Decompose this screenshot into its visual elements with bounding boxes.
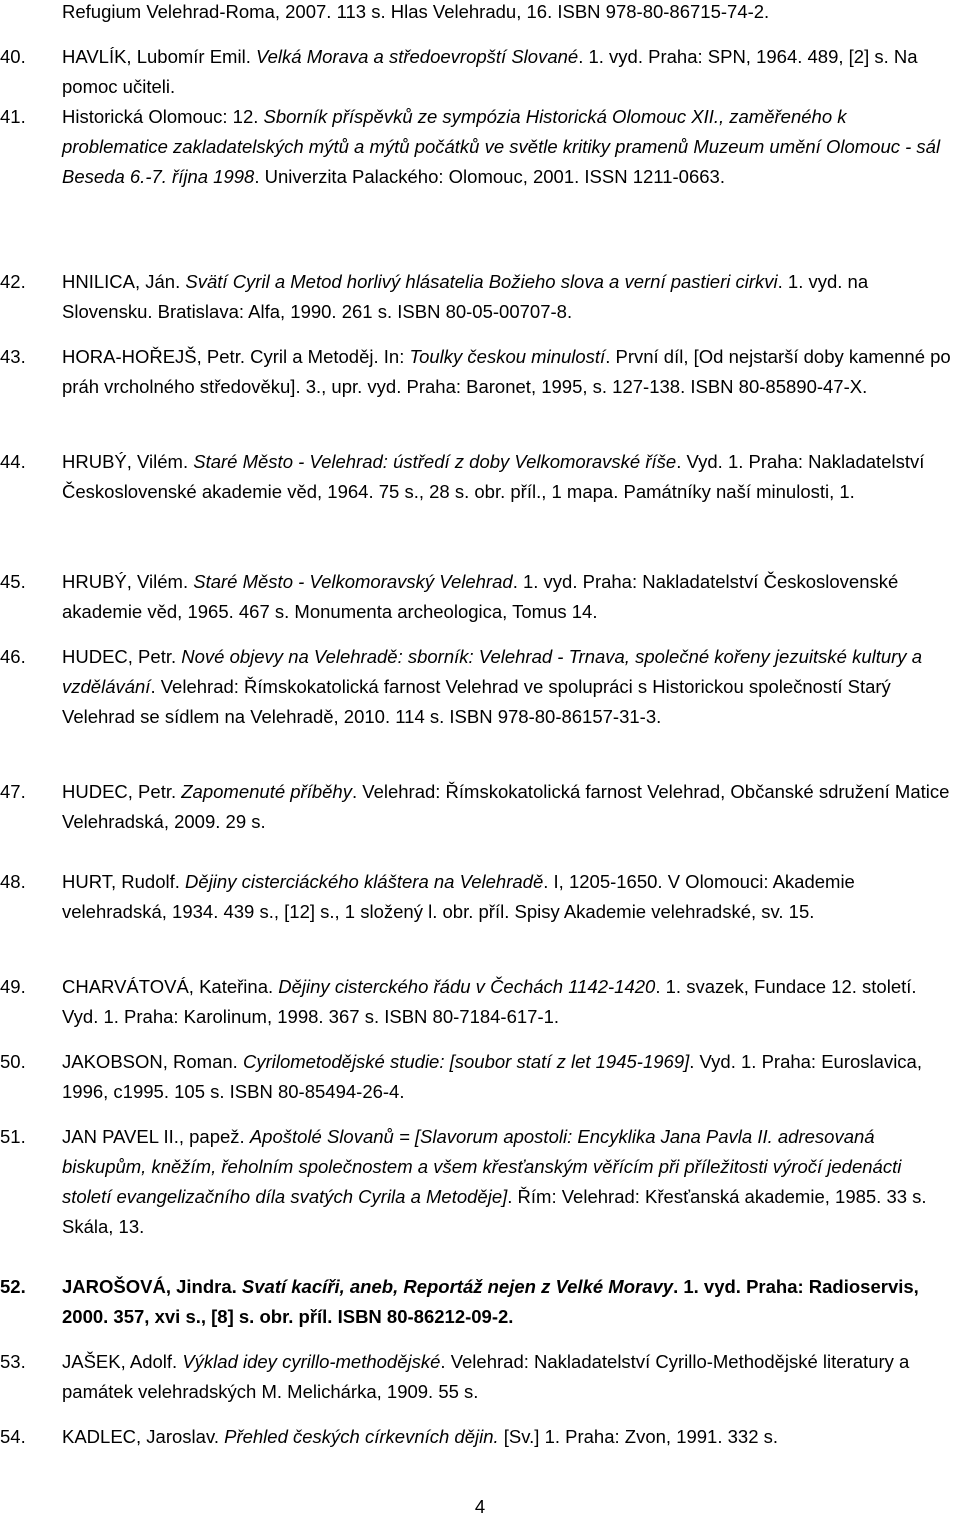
entry-citation	[62, 267, 955, 327]
entry-citation	[62, 777, 955, 837]
page-number: 4	[474, 1496, 486, 1517]
citation-text: Refugium Velehrad-Roma, 2007. 113 s. Hlas Velehradu, 16. ISBN 978-80-86715-74-2.	[62, 1, 770, 22]
citation-text: CHARVÁTOVÁ, Kateřina.	[62, 976, 279, 997]
citation-text: JAŠEK, Adolf.	[62, 1351, 183, 1372]
citation-text: JAKOBSON, Roman.	[62, 1051, 243, 1072]
entry-number: 42.	[0, 271, 26, 292]
entry-citation	[62, 102, 955, 192]
citation-title: Přehled českých církevních dějin.	[224, 1426, 499, 1447]
citation-title: Dějiny cisterciáckého kláštera na Velehradě	[185, 871, 544, 892]
citation-title: Svätí Cyril a Metod horlivý hlásatelia Božieho slova a verní pastieri cirkvi	[185, 271, 778, 292]
citation-text: HURT, Rudolf.	[62, 871, 186, 892]
citation-text: . Velehrad: Římskokatolická farnost Velehrad, Občanské sdružení Matice Velehradská, 2009. 29 s.	[62, 781, 950, 832]
entry-number: 52.	[0, 1276, 26, 1297]
citation-title: Staré Město - Velehrad: ústředí z doby Velkomoravské říše	[193, 451, 677, 472]
citation-text: . 1. vyd. na Slovensku. Bratislava: Alfa, 1990. 261 s. ISBN 80-05-00707-8.	[62, 271, 869, 322]
citation-text: HORA-HOŘEJŠ, Petr. Cyril a Metoděj. In:	[62, 346, 410, 367]
citation-text: . První díl, [Od nejstarší doby kamenné po práh vrcholného středověku]. 3., upr. vyd. Praha: Baronet, 1995, s. 127-138. ISBN 80-85890-47-X.	[62, 346, 951, 397]
citation-text: . 1. vyd. Praha: SPN, 1964. 489, [2] s. Na pomoc učiteli.	[62, 46, 918, 97]
entry-number: 54.	[0, 1426, 26, 1447]
citation-text: . 1. vyd. Praha: Nakladatelství Československé akademie věd, 1965. 467 s. Monumenta archeologica, Tomus 14.	[62, 571, 899, 622]
citation-title: Cyrilometodějské studie: [soubor statí z let 1945-1969]	[242, 1051, 690, 1072]
entry-number: 45.	[0, 571, 26, 592]
citation-text: HUDEC, Petr.	[62, 781, 182, 802]
citation-title: Dějiny cisterckého řádu v Čechách 1142-1420	[278, 976, 656, 997]
citation-text: HRUBÝ, Vilém.	[62, 451, 194, 472]
entry-number: 47.	[0, 781, 26, 802]
entry-citation	[62, 972, 955, 1032]
entry-number: 40.	[0, 46, 26, 67]
entry-number: 41.	[0, 106, 26, 127]
citation-title: Výklad idey cyrillo-methodějské	[182, 1351, 441, 1372]
entry-citation	[62, 42, 955, 102]
citation-title: Svatí kacíři, aneb, Reportáž nejen z Velké Moravy	[241, 1276, 674, 1297]
citation-text: . 1. vyd. Praha: Radioservis, 2000. 357, xvi s., [8] s. obr. příl. ISBN 80-86212-09-2.	[62, 1276, 919, 1327]
entry-citation	[62, 1047, 955, 1107]
citation-text: JAROŠOVÁ, Jindra.	[62, 1276, 242, 1297]
entry-number: 50.	[0, 1051, 26, 1072]
citation-text: . Vyd. 1. Praha: Euroslavica, 1996, c1995. 105 s. ISBN 80-85494-26-4.	[62, 1051, 922, 1102]
entry-citation	[62, 1347, 955, 1407]
citation-text: . Velehrad: Římskokatolická farnost Velehrad ve spolupráci s Historickou společností Starý Velehrad se sídlem na Velehradě, 2010. 114 s. ISBN 978-80-86157-31-3.	[62, 676, 891, 727]
citation-title: Velká Morava a středoevropští Slované	[255, 46, 579, 67]
entry-number: 48.	[0, 871, 26, 892]
entry-number: 46.	[0, 646, 26, 667]
citation-text: HUDEC, Petr.	[62, 646, 182, 667]
entry-citation	[62, 0, 955, 27]
entry-citation	[62, 642, 955, 732]
entry-number: 49.	[0, 976, 26, 997]
citation-text: . Řím: Velehrad: Křesťanská akademie, 1985. 33 s. Skála, 13.	[62, 1186, 927, 1237]
entry-citation	[62, 1422, 955, 1452]
entry-number: 44.	[0, 451, 26, 472]
citation-text: . Univerzita Palackého: Olomouc, 2001. ISSN 1211-0663.	[254, 166, 725, 187]
entry-number: 43.	[0, 346, 26, 367]
entry-citation	[62, 447, 955, 507]
citation-text: HNILICA, Ján.	[62, 271, 186, 292]
entry-number: 53.	[0, 1351, 26, 1372]
citation-text: [Sv.] 1. Praha: Zvon, 1991. 332 s.	[498, 1426, 779, 1447]
entry-citation	[62, 1122, 955, 1242]
entry-citation	[62, 567, 955, 627]
citation-text: JAN PAVEL II., papež.	[62, 1126, 250, 1147]
citation-title: Staré Město - Velkomoravský Velehrad	[193, 571, 513, 592]
citation-text: HAVLÍK, Lubomír Emil.	[62, 46, 256, 67]
entry-citation	[62, 342, 955, 402]
citation-title: Sborník příspěvků ze sympózia Historická Olomouc XII., zaměřeného k problematice zakladatelských mýtů a mýtů počátků ve světle kritiky pramenů Muzeum umění Olomouc - sál Beseda 6.-7. října 1998	[62, 106, 941, 187]
entry-citation	[62, 867, 955, 927]
citation-title: Zapomenuté příběhy	[181, 781, 352, 802]
citation-title: Apoštolé Slovanů = [Slavorum apostoli: Encyklika Jana Pavla II. adresovaná biskupům, kněžím, řeholním společnostem a všem křesťanským věřícím při příležitosti výročí jedenácti století evangelizačního díla svatých Cyrila a Metoděje]	[62, 1126, 902, 1207]
citation-title: Nové objevy na Velehradě: sborník: Velehrad - Trnava, společné kořeny jezuitské kultury a vzdělávání	[62, 646, 922, 697]
citation-text: . Vyd. 1. Praha: Nakladatelství Československé akademie věd, 1964. 75 s., 28 s. obr. příl., 1 mapa. Památníky naší minulosti, 1.	[62, 451, 925, 502]
citation-text: . Velehrad: Nakladatelství Cyrillo-Methodějské literatury a památek velehradských M. Melichárka, 1909. 55 s.	[62, 1351, 910, 1402]
citation-text: KADLEC, Jaroslav.	[62, 1426, 225, 1447]
citation-text: Historická Olomouc: 12.	[62, 106, 264, 127]
citation-text: . 1. svazek, Fundace 12. století. Vyd. 1. Praha: Karolinum, 1998. 367 s. ISBN 80-7184-617-1.	[62, 976, 917, 1027]
entry-citation	[62, 1272, 955, 1332]
citation-title: Toulky českou minulostí	[409, 346, 606, 367]
citation-text: HRUBÝ, Vilém.	[62, 571, 194, 592]
citation-text: . I, 1205-1650. V Olomouci: Akademie velehradská, 1934. 439 s., [12] s., 1 složený l. obr. příl. Spisy Akademie velehradské, sv. 15.	[62, 871, 855, 922]
entry-number: 51.	[0, 1126, 26, 1147]
